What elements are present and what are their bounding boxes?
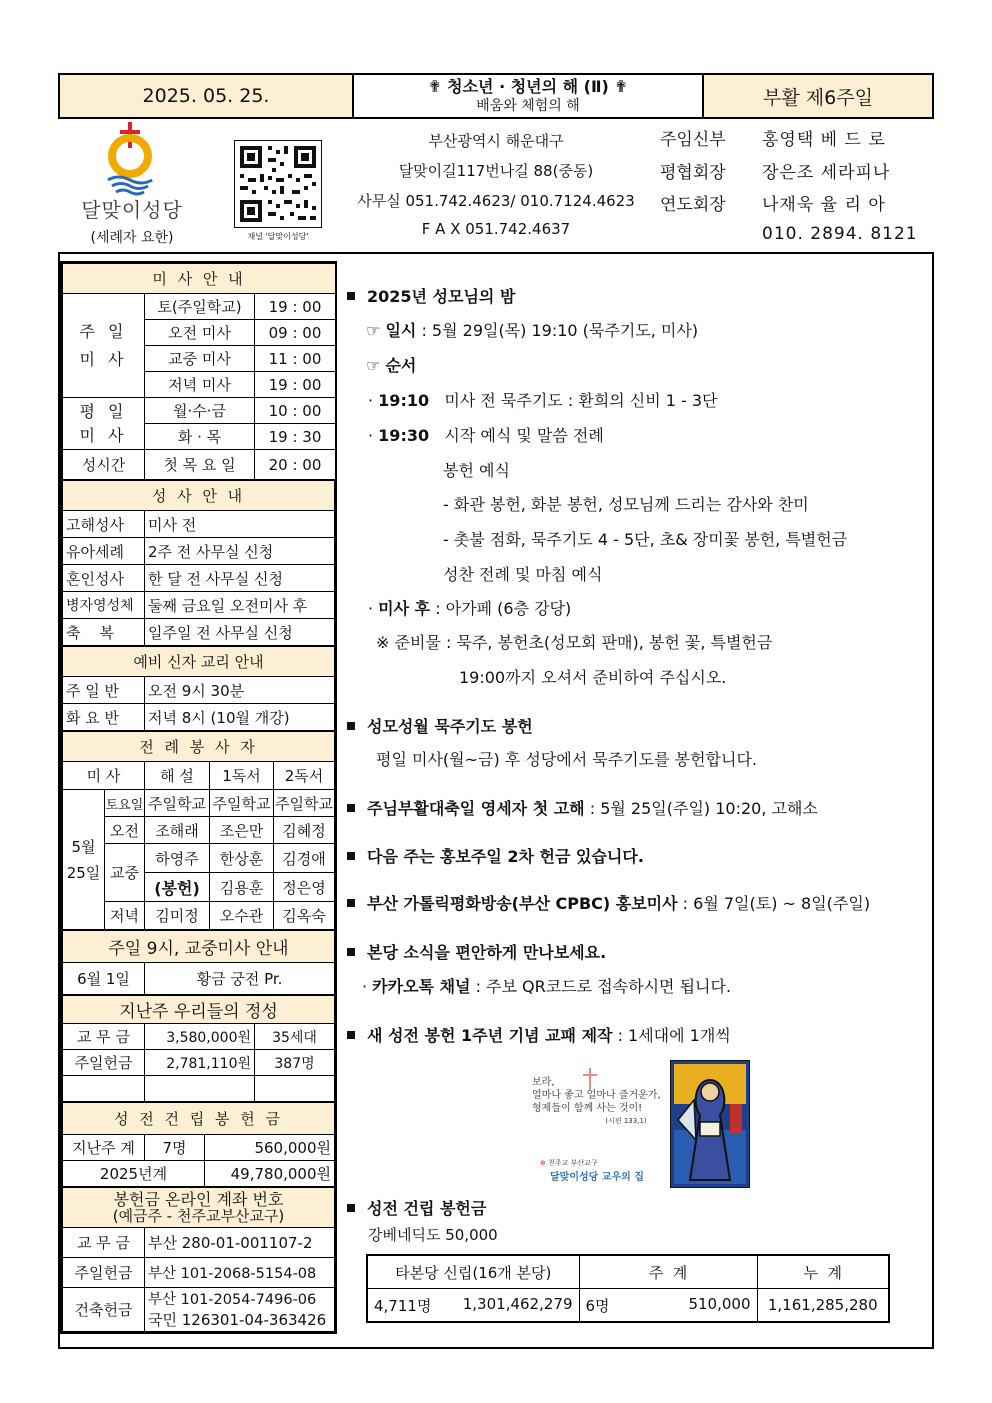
office-phone: 사무실 051.742.4623/ 010.7124.4623 [357, 192, 635, 210]
fund-other-parishes [367, 1289, 579, 1323]
build-accounts [145, 1288, 335, 1332]
plaque-org: ⊕ 천주교 부산교구 [540, 1159, 598, 1167]
accounts-title: 봉헌금 온라인 계좌 번호 [113, 1189, 284, 1209]
catechism-time: 오전 9시 30분 [145, 677, 335, 704]
mass-name: 오전 미사 [145, 320, 255, 346]
staff-role: 연도회장 [660, 195, 726, 215]
offering-name: 주일헌금 [63, 1050, 145, 1076]
other-count: 4,711명 [374, 1296, 432, 1315]
offering-amount: 2,781,110원 [145, 1050, 255, 1076]
nine-am-title: 주일 9시, 교중미사 안내 [63, 931, 335, 963]
sacraments-title: 성 사 안 내 [63, 481, 335, 511]
fund-week [579, 1289, 757, 1323]
mass-time: 11 : 00 [255, 346, 336, 372]
accounts-table [62, 1187, 335, 1332]
bullet-icon [347, 852, 355, 860]
bullet-icon [347, 1204, 355, 1212]
server-name: 김경애 [274, 844, 335, 873]
holy-hour-label: 성시간 [63, 450, 145, 480]
account-name: 주일헌금 [63, 1258, 145, 1288]
contact-phone: 010. 2894. 8121 [762, 224, 918, 244]
fund-last-week-amount: 560,000원 [205, 1135, 335, 1161]
parish-name: 달맞이성당 [81, 198, 183, 222]
offering-count: 387명 [255, 1050, 335, 1076]
offering-empty [63, 1076, 145, 1102]
account-number: 부산 101-2054-7496-06 [148, 1291, 317, 1308]
mass-name: 저녁 미사 [145, 372, 255, 398]
plaque-image [528, 1060, 752, 1188]
servers-header: 2독서 [274, 762, 335, 790]
mass-time: 19 : 00 [255, 372, 336, 398]
notice-title: 주님부활대축일 영세자 첫 고해 : 5월 25일(주일) 10:20, 고해소 [347, 796, 818, 819]
catechism-table [62, 646, 335, 731]
sacraments-table [62, 480, 335, 646]
servers-mass: 교중 [105, 844, 145, 902]
notice-line: - 화관 봉헌, 화분 봉헌, 성모님께 드리는 감사와 찬미 [443, 495, 809, 514]
sacrament-desc: 둘째 금요일 오전미사 후 [145, 592, 335, 619]
holy-hour-time: 20 : 00 [255, 450, 336, 480]
server-name: 조해래 [145, 817, 210, 844]
theme-subtitle: 배움와 체험의 해 [476, 98, 580, 114]
fund-year-label: 2025년계 [63, 1161, 205, 1187]
offering-empty [255, 1076, 335, 1102]
plaque-verse: 보라, 얼마나 좋고 얼마나 즐거운가, 형제들이 함께 사는 것이! (시편 133,1) [532, 1077, 661, 1125]
notice-line: 평일 미사(월~금) 후 성당에서 묵주기도를 봉헌합니다. [376, 750, 757, 769]
account-number: 부산 101-2068-5154-08 [145, 1258, 335, 1288]
bullet-icon [347, 804, 355, 812]
server-name: 김옥숙 [274, 902, 335, 930]
catechism-class: 주 일 반 [63, 677, 145, 704]
servers-date: 5월 25일 [63, 790, 105, 930]
offering-count: 35세대 [255, 1024, 335, 1050]
notice-line: - 촛불 점화, 묵주기도 4 - 5단, 초& 장미꽃 봉헌, 특별헌금 [443, 530, 848, 549]
server-name: 한상훈 [210, 844, 274, 873]
bullet-icon [347, 1031, 355, 1039]
donor-line: 강베네딕도 50,000 [368, 1226, 498, 1244]
server-name: 주일학교 [210, 790, 274, 817]
pointing-hand-icon: ☞ [366, 321, 386, 340]
bullet-icon [347, 948, 355, 956]
mass-time: 10 : 00 [255, 398, 336, 424]
week-count: 6명 [585, 1296, 610, 1315]
fund-year-amount: 49,780,000원 [205, 1161, 335, 1187]
staff-role: 평협회장 [660, 163, 726, 183]
notice-line: · 19:30 시작 예식 및 말씀 전례 [368, 426, 604, 445]
servers-table [62, 731, 335, 930]
notice-line: 19:00까지 오셔서 준비하여 주십시오. [459, 668, 727, 687]
notice-line: ☞ 순서 [366, 356, 417, 375]
servers-mass: 토요일 [105, 790, 145, 817]
staff-name: 장은조 세라피나 [762, 163, 891, 183]
fax: F A X 051.742.4637 [421, 220, 571, 238]
server-name: 주일학교 [145, 790, 210, 817]
account-name: 교 무 금 [63, 1228, 145, 1258]
notice-line: 봉헌 예식 [443, 461, 510, 480]
fund-summary-table [366, 1254, 890, 1323]
sacrament-desc: 2주 전 사무실 신청 [145, 538, 335, 565]
notice-line: · 19:10 미사 전 묵주기도 : 환희의 신비 1 - 3단 [368, 391, 718, 410]
mass-title: 미 사 안 내 [63, 264, 336, 294]
sacrament-desc: 한 달 전 사무실 신청 [145, 565, 335, 592]
server-name: 조은만 [210, 817, 274, 844]
fund-header: 누 계 [757, 1255, 889, 1289]
frame-top-left [58, 252, 338, 254]
servers-title: 전 례 봉 사 자 [63, 732, 335, 762]
servers-header: 해 설 [145, 762, 210, 790]
mass-time: 19 : 30 [255, 424, 336, 450]
staff-name: 홍영택 베 드 로 [762, 130, 886, 150]
offerings-table [62, 995, 335, 1102]
offering-name: 교 무 금 [63, 1024, 145, 1050]
accounts-header [63, 1188, 335, 1228]
theme-title: ✟ 청소년 · 청년의 해 (Ⅱ) ✟ [428, 77, 628, 96]
server-name: 김미정 [145, 902, 210, 930]
mass-name: 월·수·금 [145, 398, 255, 424]
notice-title: 2025년 성모님의 밤 [347, 284, 515, 307]
server-name: 김용훈 [210, 873, 274, 902]
sacrament-name: 축 복 [63, 619, 145, 646]
mass-name: 화 · 목 [145, 424, 255, 450]
mass-time: 19 : 00 [255, 294, 336, 320]
other-amount: 1,301,462,279 [462, 1294, 573, 1313]
staff-name: 나재욱 율 리 아 [762, 195, 886, 215]
fund-header: 주 계 [579, 1255, 757, 1289]
server-name: (봉헌) [145, 873, 210, 902]
year-theme [354, 75, 702, 117]
building-fund-table [62, 1102, 335, 1187]
week-amount: 510,000 [688, 1294, 751, 1313]
servers-header: 1독서 [210, 762, 274, 790]
fund-header: 타본당 신립(16개 본당) [367, 1255, 579, 1289]
accounts-subtitle: (예금주 - 천주교부산교구) [112, 1206, 285, 1225]
notice-title: 부산 가톨릭평화방송(부산 CPBC) 홍보미사 : 6월 7일(토) ~ 8일(주일) [347, 891, 870, 914]
servers-header: 미 사 [63, 762, 145, 790]
fund-last-week-label: 지난주 계 [63, 1135, 145, 1161]
sacrament-name: 혼인성사 [63, 565, 145, 592]
header-bar [58, 73, 934, 119]
liturgical-sunday: 부활 제6주일 [763, 86, 873, 109]
bullet-icon [347, 292, 355, 300]
catechism-title: 예비 신자 교리 안내 [63, 647, 335, 677]
catechism-class: 화 요 반 [63, 704, 145, 731]
mass-time: 09 : 00 [255, 320, 336, 346]
qr-code[interactable] [234, 140, 322, 228]
servers-mass: 오전 [105, 817, 145, 844]
frame-bottom [58, 1347, 934, 1349]
notice-line: ☞ 일시 : 5월 29일(목) 19:10 (묵주기도, 미사) [366, 321, 699, 340]
bullet-icon [347, 722, 355, 730]
fund-last-week-count: 7명 [145, 1135, 205, 1161]
offering-empty [145, 1076, 255, 1102]
nine-am-date: 6월 1일 [63, 963, 145, 995]
servers-mass: 저녁 [105, 902, 145, 930]
notice-title: 성모성월 묵주기도 봉헌 [347, 714, 533, 737]
bulletin-date: 2025. 05. 25. [142, 85, 270, 107]
mass-schedule-table [62, 263, 336, 480]
building-fund-title: 성 전 건 립 봉 헌 금 [63, 1103, 335, 1135]
notice-line: 성찬 전례 및 마침 예식 [443, 565, 603, 584]
nine-am-table [62, 930, 335, 995]
weekday-mass-label: 평 일 미 사 [63, 398, 145, 450]
mass-name: 교중 미사 [145, 346, 255, 372]
sacrament-desc: 미사 전 [145, 511, 335, 538]
notice-title: 다음 주는 홍보주일 2차 헌금 있습니다. [347, 844, 644, 867]
account-number: 부산 280-01-001107-2 [145, 1228, 335, 1258]
notice-title: 성전 건립 봉헌금 [347, 1196, 486, 1219]
plaque-name: 달맞이성당 교우의 집 [550, 1172, 644, 1183]
notice-line: · 미사 후 : 아가페 (6층 강당) [368, 599, 572, 618]
sacrament-name: 고해성사 [63, 511, 145, 538]
mass-name: 토(주일학교) [145, 294, 255, 320]
address-line1: 부산광역시 해운대구 [428, 132, 564, 150]
notice-line: · 카카오톡 채널 : 주보 QR코드로 접속하시면 됩니다. [362, 977, 732, 996]
pointing-hand-icon: ☞ [366, 356, 386, 375]
sunday-mass-label: 주 일 미 사 [63, 294, 145, 398]
qr-caption: 채널 '달맞이성당' [247, 232, 309, 241]
nine-am-team: 황금 궁전 Pr. [145, 963, 335, 995]
server-name: 주일학교 [274, 790, 335, 817]
catechism-time: 저녁 8시 (10월 개강) [145, 704, 335, 731]
address-line2: 달맞이길117번나길 88(중동) [398, 162, 594, 180]
left-sidebar [60, 261, 337, 1334]
notice-line: ※ 준비물 : 묵주, 봉헌초(성모회 판매), 봉헌 꽃, 특별헌금 [376, 633, 773, 652]
account-name: 건축헌금 [63, 1288, 145, 1332]
holy-hour-day: 첫 목 요 일 [145, 450, 255, 480]
account-number: 국민 126301-04-363426 [148, 1310, 327, 1329]
qr-code-icon [234, 140, 322, 228]
sacrament-name: 유아세례 [63, 538, 145, 565]
parish-patron: (세례자 요한) [90, 230, 174, 246]
notice-title: 본당 소식을 편안하게 만나보세요. [347, 940, 606, 963]
sacrament-name: 병자영성체 [63, 592, 145, 619]
server-name: 오수관 [210, 902, 274, 930]
staff-role: 주임신부 [660, 130, 726, 150]
server-name: 김혜정 [274, 817, 335, 844]
notice-title: 새 성전 봉헌 1주년 기념 교패 제작 : 1세대에 1개씩 [347, 1023, 731, 1046]
server-name: 하영주 [145, 844, 210, 873]
server-name: 정은영 [274, 873, 335, 902]
bullet-icon [347, 899, 355, 907]
offerings-title: 지난주 우리들의 정성 [63, 996, 335, 1024]
fund-total: 1,161,285,280 [757, 1289, 889, 1323]
sacrament-desc: 일주일 전 사무실 신청 [145, 619, 335, 646]
stained-glass-icon [670, 1060, 750, 1188]
offering-amount: 3,580,000원 [145, 1024, 255, 1050]
